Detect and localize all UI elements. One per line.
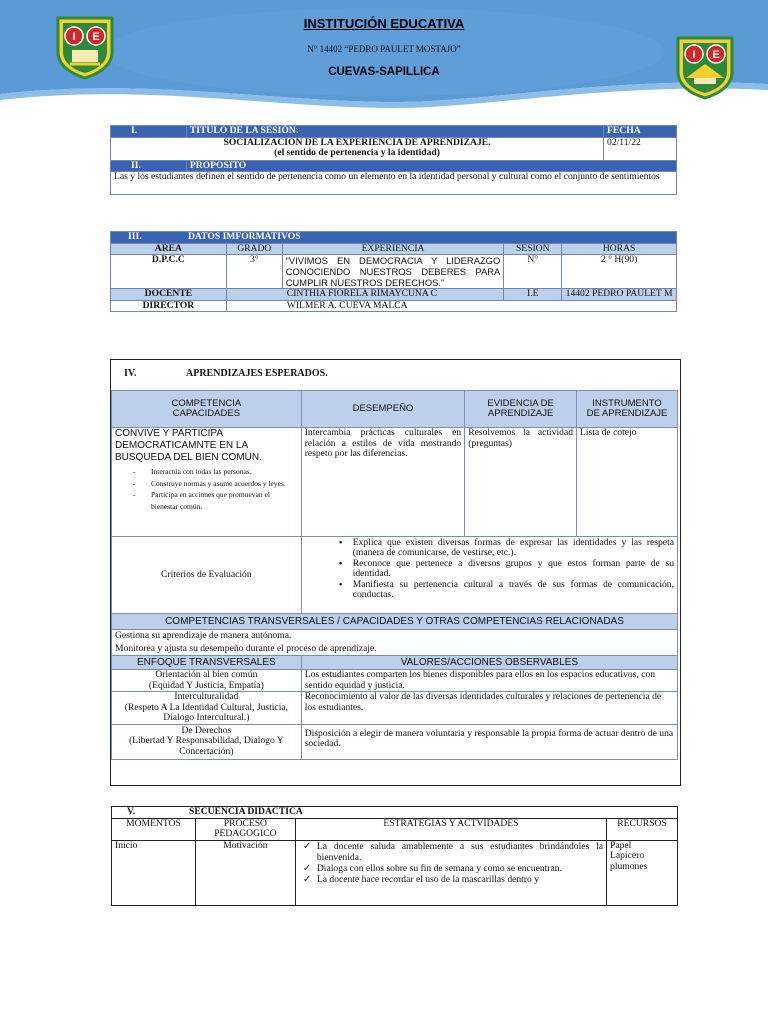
momento-value: Inicio [112,840,196,905]
transversal-item: Gestiona su aprendizaje de manera autónoma. [115,630,292,641]
competencia-text: CONVIVE Y PARTICIPA DEMOCRATICAMNTE EN LA BUSQUEDA DEL BIEN COMUN. [115,428,262,463]
header-horas: HORAS [562,243,677,255]
sequence-table [111,806,678,906]
school-logo-left [52,14,118,80]
recurso-item: plumones [610,860,648,872]
institution-title: INSTITUCIÓN EDUCATIVA [303,16,465,31]
capacidad-item: - Construye normas y asume acuerdos y leyes. [151,478,298,490]
director-value: WILMER A. CUEVA MALCA [226,300,676,312]
session-title-table [110,125,677,195]
session-title-line1: SOCIALIZACION DE LA EXPERIENCIA DE APRENDIZAJE. [223,136,491,148]
section-4-label: APRENDIZAJES ESPERADOS. [186,368,328,379]
enfoque-detail: (Equidad Y Justicia, Empatía) [148,679,264,691]
valor-text: Reconocimiento al valor de las diversas identidades culturales y relaciones de pertenencia de los estudiantes. [301,692,677,725]
enfoque-header: ENFOQUE TRANSVERSALES [112,656,302,670]
horas-value: 2 ° H(90) [562,255,677,289]
evidencia-text: Resolvemos la actividad (preguntas) [465,428,577,537]
header-sesion: SESION [504,243,562,255]
actividad-item: ✓ La docente saluda amablemente a sus estudiantes brindándoles la bienvenida. [317,841,603,863]
enfoque-name: Interculturalidad [174,691,239,702]
proceso-value: Motivación [195,840,295,905]
enfoque-cell [112,670,302,692]
header-recursos: RECURSOS [607,818,678,840]
capacidades-list [115,466,298,512]
actividad-item: ✓ Dialoga con ellos sobre su fin de semana y como se encuentran. [317,863,603,874]
criterios-cell [301,537,677,614]
criterios-list [305,538,674,600]
valor-text: Disposición a elegir de manera voluntaria y responsable la propia forma de actuar dentro de una sociedad. [301,724,677,760]
section-4-number: IV. [124,368,137,379]
header-instrumento: INSTRUMENTO DE APRENDIZAJE [577,391,678,428]
svg-text:I: I [72,31,76,43]
date-label: FECHA [604,126,677,138]
header-desempeno: DESEMPEÑO [301,391,465,428]
header-area: AREA [111,243,227,255]
session-title-line2: (el sentido de pertenencia y la identidad) [274,147,440,158]
actividad-item: ✓ La docente hace recordar el uso de la mascarillas dentro y [317,874,603,885]
actividades-cell [295,840,606,905]
criterio-item: • Explica que existen diversas formas de expresar las identidades y las respeta (manera de comunicarse, de vestirse, etc.). [353,538,674,559]
school-logo-right [672,34,738,100]
section-2-label: PROPOSITO [186,160,676,172]
info-table [110,231,677,312]
grado-value: 3° [226,255,282,289]
director-label: DIRECTOR [111,300,227,312]
section-3-header [111,232,677,244]
enfoque-name: Orientación al bien común [155,669,258,680]
institution-number: N° 14402 “PEDRO PAULET MOSTAJO” [307,44,461,54]
svg-text:I: I [692,49,696,61]
enfoque-detail: (Libertad Y Responsabilidad, Dialogo Y Concertación) [128,735,284,757]
svg-text:E: E [92,31,100,43]
criterio-item: • Manifiesta su pertenencia cultural a través de sus formas de comunicación, conductas. [353,580,674,601]
transversal-item: Monitorea y ajusta su desempeño durante el proceso de aprendizaje. [115,642,377,654]
valores-header: VALORES/ACCIONES OBSERVABLES [301,656,677,670]
capacidad-item: - Interactúa con todas las personas. [151,466,298,478]
section-1-number: I. [111,126,187,138]
institution-place: CUEVAS-SAPILLICA [328,66,440,78]
section-5-number: V. [127,806,136,817]
header-experiencia: EXPERIENCIA [282,243,504,255]
header-evidencia: EVIDENCIA DE APRENDIZAJE [465,391,577,428]
capacidad-item: - Participa en acciones que promuevan el bienestar común. [151,489,298,512]
learning-table [111,390,678,760]
instrumento-text: Lista de cotejo [577,428,678,537]
svg-text:E: E [712,49,720,61]
recurso-item: Lapicero [610,850,645,861]
sesion-value: N° [504,255,562,289]
recursos-cell [607,840,678,905]
header-grado: GRADO [226,243,282,255]
header-competencia: COMPETENCIA CAPACIDADES [112,391,302,428]
competencia-cell [112,428,302,537]
section-5-header [112,807,678,819]
docente-label: DOCENTE [111,289,227,301]
enfoque-name: De Derechos [181,724,232,736]
header-proceso: PROCESO PEDAGOGICO [195,818,295,840]
enfoque-cell [112,724,302,760]
purpose-text: Las y los estudiantes definen el sentido de pertenencia como un elemento en la identidad personal y cultural como el conjunto de sentimientos [111,172,677,195]
valor-text: Los estudiantes comparten los bienes disponibles para ellos en los espacios educativos, con sentido equidad y justicia. [301,670,677,692]
area-value: D.P.C.C [111,255,227,289]
recurso-item: Papel [610,839,632,851]
transversales-header: COMPETENCIAS TRANSVERSALES / CAPACIDADES Y OTRAS COMPETENCIAS RELACIONADAS [112,614,678,630]
section-4-heading [124,368,328,379]
desempeno-text: Intercambia prácticas culturales en relación a estilos de vida mostrando respeto por las diferencias. [301,428,465,537]
transversales-cell [112,630,678,656]
ie-value: 14402 PEDRO PAULET M [562,289,677,301]
session-date: 02/11/22 [604,137,677,160]
section-1-label: TITULO DE LA SESIÓN: [186,126,603,138]
enfoque-cell [112,692,302,725]
section-2-number: II. [111,160,187,172]
section-3-number: III. [128,231,142,242]
header-momentos: MOMENTOS [112,818,196,840]
ie-label: I.E [504,289,562,301]
criterios-label: Criterios de Evaluación [112,537,302,614]
header-estrategias: ESTRATEGIAS Y ACTVIDADES [295,818,606,840]
section-3-label: DATOS IMFORMATIVOS [188,231,301,242]
actividades-list [299,841,603,885]
criterio-item: • Reconoce que pertenece a diversos grupos y que estos forman parte de su identidad. [353,559,674,580]
experiencia-value: “VIVIMOS EN DEMOCRACIA Y LIDERAZGO CONOCIENDO NUESTROS DEBERES PARA CUMPLIR NUESTROS DERECHOS.” [282,255,504,289]
enfoque-detail: (Respeto A La Identidad Cultural, Justicia, Dialogo Intercultural.) [124,701,289,723]
section-5-label: SECUENCIA DIDACTICA [189,806,303,817]
docente-value: CINTHIA FIORELA RIMAYCUNA C [226,289,503,301]
session-title [111,137,604,160]
